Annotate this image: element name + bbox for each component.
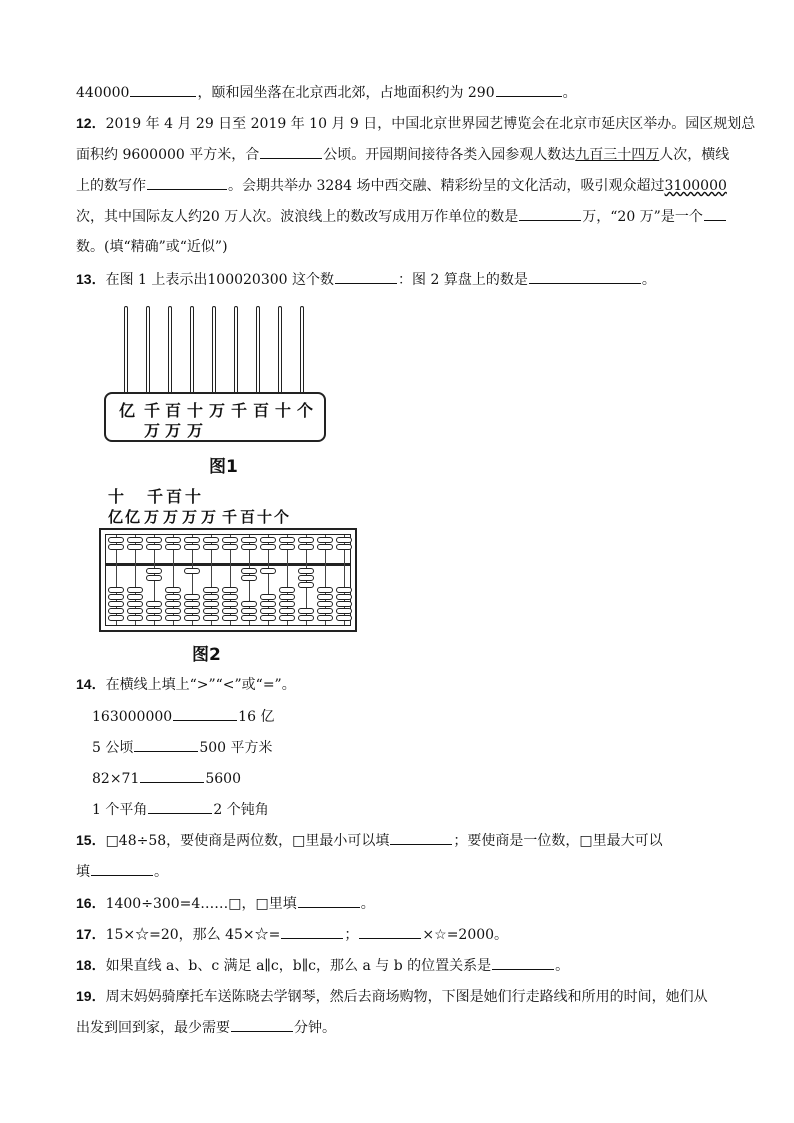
abacus-bead[interactable] [317, 615, 333, 621]
text: 15×☆=20，那么 45×☆= [105, 927, 281, 943]
compare-item [92, 799, 269, 820]
text: 。 [154, 864, 168, 880]
text: ；要使商是一位数，□里最大可以 [453, 833, 663, 849]
abacus-label: 千 [147, 487, 164, 506]
figure-1-counter [104, 306, 328, 446]
abacus-bead[interactable] [146, 615, 162, 621]
abacus-bead[interactable] [241, 537, 257, 543]
abacus [99, 528, 357, 632]
abacus-bead[interactable] [260, 615, 276, 621]
abacus-bead[interactable] [279, 537, 295, 543]
abacus-label: 十 [185, 487, 202, 506]
abacus-bead[interactable] [108, 587, 124, 593]
text: 如果直线 a、b、c 满足 a∥c，b∥c，那么 a 与 b 的位置关系是 [105, 958, 492, 974]
text: 。 [562, 85, 577, 101]
abacus-bead[interactable] [165, 608, 181, 614]
abacus-bead[interactable] [279, 601, 295, 607]
abacus-bead[interactable] [108, 608, 124, 614]
abacus-bead[interactable] [108, 615, 124, 621]
abacus-bead[interactable] [127, 608, 143, 614]
abacus-bead[interactable] [165, 594, 181, 600]
answer-blank[interactable] [496, 82, 562, 97]
counter-rod[interactable] [146, 306, 150, 392]
question-12-line2 [76, 144, 729, 165]
text: 人次，横线 [659, 147, 730, 163]
text: 2 个钝角 [213, 802, 269, 818]
abacus-bead[interactable] [203, 594, 219, 600]
text: 。 [641, 272, 656, 288]
question-number: 19． [76, 988, 106, 1004]
question-number: 13． [76, 271, 106, 287]
abacus-bead[interactable] [279, 615, 295, 621]
place-label: 十 [187, 401, 204, 420]
abacus-bead[interactable] [317, 587, 333, 593]
abacus-bead[interactable] [165, 601, 181, 607]
abacus-bead[interactable] [317, 601, 333, 607]
question-number: 15． [76, 832, 106, 848]
counter-rod[interactable] [212, 306, 216, 392]
text: 。 [555, 958, 570, 974]
abacus-bead[interactable] [241, 608, 257, 614]
abacus-bead[interactable] [336, 594, 352, 600]
answer-blank[interactable] [359, 924, 421, 939]
abacus-frame [105, 534, 351, 626]
text: 万，“20 万”是一个 [582, 209, 703, 225]
abacus-label: 万 [182, 508, 198, 526]
abacus-bead[interactable] [146, 601, 162, 607]
abacus-bead[interactable] [241, 568, 257, 574]
text: 163000000 [92, 709, 173, 725]
place-label: 万 [187, 421, 204, 440]
answer-blank[interactable] [260, 144, 322, 159]
abacus-bead[interactable] [317, 544, 333, 550]
text: 。会期共举办 3284 场中西交融、精彩纷呈的文化活动，吸引观众超过 [228, 178, 665, 194]
place-label: 万 [144, 421, 161, 440]
text: ； [344, 927, 359, 943]
figure-2-caption: 图2 [192, 645, 221, 665]
abacus-label: 万 [163, 508, 179, 526]
abacus-bead[interactable] [127, 537, 143, 543]
abacus-bead[interactable] [203, 601, 219, 607]
abacus-bead[interactable] [260, 544, 276, 550]
abacus-label: 万 [201, 508, 217, 526]
counter-rod[interactable] [300, 306, 304, 392]
answer-blank[interactable] [134, 737, 198, 752]
abacus-bead[interactable] [184, 594, 200, 600]
abacus-bead[interactable] [279, 594, 295, 600]
abacus-bead[interactable] [108, 537, 124, 543]
abacus-bead[interactable] [298, 582, 314, 588]
question-number: 18． [76, 957, 106, 973]
abacus-label: 亿 [125, 508, 141, 526]
answer-blank[interactable] [335, 269, 397, 284]
abacus-bead[interactable] [241, 544, 257, 550]
abacus-bead[interactable] [298, 537, 314, 543]
question-14 [76, 674, 296, 695]
answer-blank[interactable] [147, 175, 227, 190]
answer-blank[interactable] [130, 82, 196, 97]
compare-item [92, 706, 274, 727]
answer-blank[interactable] [281, 924, 343, 939]
text: □48÷58，要使商是两位数，□里最小可以填 [105, 833, 390, 849]
answer-blank[interactable] [140, 768, 204, 783]
text: ：图 2 算盘上的数是 [398, 272, 528, 288]
abacus-bead[interactable] [184, 601, 200, 607]
text: 面积约 9600000 平方米，合 [76, 147, 260, 163]
place-label: 万 [209, 401, 226, 420]
text: ，颐和园坐落在北京西北郊，占地面积约为 290 [197, 85, 495, 101]
abacus-bead[interactable] [108, 601, 124, 607]
text: 出发到回到家，最少需要 [76, 1020, 230, 1036]
place-label: 百 [253, 401, 270, 420]
answer-blank[interactable] [492, 955, 554, 970]
text: 在图 1 上表示出100020300 这个数 [105, 272, 335, 288]
abacus-bead[interactable] [108, 594, 124, 600]
answer-blank[interactable] [298, 893, 360, 908]
abacus-bead[interactable] [165, 537, 181, 543]
question-number: 12． [76, 115, 106, 131]
counter-rod[interactable] [124, 306, 128, 392]
abacus-bead[interactable] [184, 568, 200, 574]
question-11-tail [76, 82, 577, 103]
abacus-bead[interactable] [336, 601, 352, 607]
abacus-bead[interactable] [203, 615, 219, 621]
counter-rod[interactable] [278, 306, 282, 392]
text: 填 [76, 864, 90, 880]
text: 1400÷300=4……□，□里填 [105, 896, 297, 912]
text: 82×71 [92, 771, 140, 787]
question-17 [76, 924, 508, 945]
abacus-label: 万 [144, 508, 160, 526]
abacus-bead[interactable] [146, 544, 162, 550]
text: 。 [360, 896, 375, 912]
abacus-bead[interactable] [298, 544, 314, 550]
answer-blank[interactable] [91, 861, 153, 876]
abacus-bead[interactable] [222, 601, 238, 607]
place-label: 十 [275, 401, 292, 420]
abacus-bead[interactable] [222, 608, 238, 614]
abacus-label: 百 [166, 487, 183, 506]
text: 上的数写作 [76, 178, 146, 194]
wavy-underlined-number: 3100000 [664, 178, 727, 194]
abacus-bead[interactable] [241, 575, 257, 581]
abacus-bead[interactable] [184, 608, 200, 614]
abacus-bead[interactable] [336, 544, 352, 550]
abacus-bead[interactable] [127, 601, 143, 607]
abacus-bead[interactable] [298, 608, 314, 614]
abacus-label: 十 [257, 508, 273, 526]
text: 500 平方米 [199, 740, 273, 756]
text: 分钟。 [294, 1020, 336, 1036]
question-12-line5 [76, 237, 228, 257]
place-label: 亿 [119, 401, 136, 420]
abacus-bead[interactable] [203, 544, 219, 550]
place-label: 千 [231, 401, 248, 420]
abacus-bead[interactable] [146, 608, 162, 614]
abacus-bead[interactable] [279, 544, 295, 550]
abacus-bead[interactable] [203, 587, 219, 593]
abacus-bead[interactable] [184, 544, 200, 550]
abacus-bead[interactable] [146, 575, 162, 581]
question-12-line1 [76, 113, 755, 134]
abacus-bead[interactable] [222, 544, 238, 550]
figure-1-caption: 图1 [209, 457, 238, 477]
question-12-line4 [76, 206, 727, 227]
abacus-bead[interactable] [165, 544, 181, 550]
abacus-bead[interactable] [260, 601, 276, 607]
text: 数。(填“精确”或“近似”) [76, 239, 228, 255]
abacus-bead[interactable] [127, 594, 143, 600]
abacus-bead[interactable] [260, 594, 276, 600]
text: 16 亿 [238, 709, 275, 725]
abacus-bead[interactable] [336, 587, 352, 593]
abacus-bead[interactable] [203, 608, 219, 614]
underlined-number: 九百三十四万 [575, 147, 660, 163]
question-number: 14． [76, 676, 106, 692]
abacus-bead[interactable] [222, 594, 238, 600]
question-12-line3 [76, 175, 727, 196]
abacus-label: 百 [240, 508, 256, 526]
abacus-bead[interactable] [127, 544, 143, 550]
question-number: 17． [76, 926, 106, 942]
question-13 [76, 269, 656, 290]
abacus-bead[interactable] [336, 615, 352, 621]
abacus-bead[interactable] [279, 587, 295, 593]
place-label: 万 [165, 421, 182, 440]
text: 2019 年 4 月 29 日至 2019 年 10 月 9 日，中国北京世界园艺博览会在北京市延庆区举办。园区规划总 [105, 116, 756, 132]
abacus-bead[interactable] [165, 587, 181, 593]
text: 1 个平角 [92, 802, 148, 818]
question-19-line2 [76, 1017, 336, 1038]
abacus-bead[interactable] [336, 537, 352, 543]
counter-rod[interactable] [190, 306, 194, 392]
abacus-bead[interactable] [260, 537, 276, 543]
abacus-bead[interactable] [260, 608, 276, 614]
abacus-bead[interactable] [241, 601, 257, 607]
abacus-bead[interactable] [336, 608, 352, 614]
place-label: 个 [297, 401, 314, 420]
text: 5600 [205, 771, 241, 787]
abacus-label: 千 [222, 508, 238, 526]
abacus-bead[interactable] [317, 594, 333, 600]
counter-rod[interactable] [256, 306, 260, 392]
compare-item [92, 737, 273, 758]
question-15-line1 [76, 830, 663, 851]
abacus-label: 个 [274, 508, 290, 526]
answer-blank[interactable] [390, 830, 452, 845]
answer-blank[interactable] [173, 706, 237, 721]
abacus-bead[interactable] [222, 615, 238, 621]
text: 公顷。开园期间接待各类入园参观人数达 [323, 147, 576, 163]
text: ×☆=2000。 [422, 927, 509, 943]
abacus-bead[interactable] [108, 544, 124, 550]
abacus-bead[interactable] [279, 608, 295, 614]
abacus-bead[interactable] [298, 615, 314, 621]
question-16 [76, 893, 375, 914]
abacus-beam [106, 563, 350, 566]
compare-item [92, 768, 241, 789]
abacus-label: 亿 [108, 508, 124, 526]
question-19-line1 [76, 986, 708, 1007]
abacus-bead[interactable] [127, 615, 143, 621]
answer-blank[interactable] [704, 206, 726, 221]
abacus-bead[interactable] [241, 615, 257, 621]
abacus-bead[interactable] [127, 587, 143, 593]
text: 在横线上填上“>”“<”或“=”。 [105, 677, 296, 693]
abacus-bead[interactable] [317, 608, 333, 614]
abacus-bead[interactable] [317, 537, 333, 543]
abacus-bead[interactable] [222, 537, 238, 543]
text: 次，其中国际友人约20 万人次。波浪线上的数改写成用万作单位的数是 [76, 209, 519, 225]
abacus-bead[interactable] [184, 537, 200, 543]
text: 5 公顷 [92, 740, 134, 756]
abacus-bead[interactable] [184, 615, 200, 621]
abacus-label: 十 [108, 487, 125, 506]
abacus-bead[interactable] [260, 568, 276, 574]
question-15-line2 [76, 861, 168, 882]
place-value-labels [104, 392, 326, 442]
place-label: 千 [144, 401, 161, 420]
abacus-bead[interactable] [146, 537, 162, 543]
abacus-bead[interactable] [298, 575, 314, 581]
answer-blank[interactable] [529, 269, 641, 284]
abacus-bead[interactable] [146, 568, 162, 574]
text: 440000 [76, 85, 130, 101]
answer-blank[interactable] [231, 1017, 293, 1032]
abacus-bead[interactable] [222, 587, 238, 593]
abacus-bead[interactable] [203, 537, 219, 543]
counter-rod[interactable] [234, 306, 238, 392]
question-18 [76, 955, 569, 976]
abacus-bead[interactable] [165, 615, 181, 621]
place-label: 百 [165, 401, 182, 420]
answer-blank[interactable] [148, 799, 212, 814]
text: 周末妈妈骑摩托车送陈晓去学钢琴，然后去商场购物，下图是她们行走路线和所用的时间，她们从 [105, 989, 708, 1005]
answer-blank[interactable] [519, 206, 581, 221]
counter-rod[interactable] [168, 306, 172, 392]
question-number: 16． [76, 895, 106, 911]
abacus-bead[interactable] [298, 568, 314, 574]
